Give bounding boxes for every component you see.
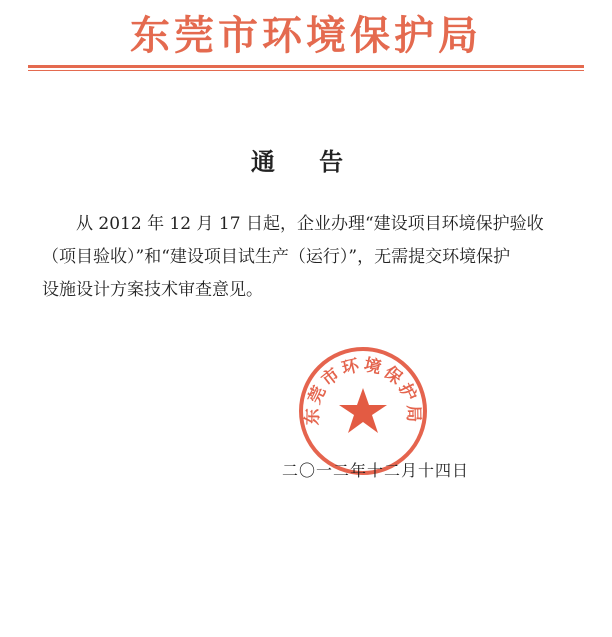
letterhead-rule-thin xyxy=(28,70,584,71)
notice-date: 二〇一二年十二月十四日 xyxy=(282,461,470,480)
notice-body-line-3: 设施设计方案技术审查意见。 xyxy=(42,280,263,300)
seal-text: 东莞市环境保护局 xyxy=(302,355,424,426)
letterhead-rule-thick xyxy=(28,65,584,68)
notice-body xyxy=(42,208,574,307)
notice-body-line-2: （项目验收）”和“建设项目试生产（运行）”，无需提交环境保护 xyxy=(42,247,511,267)
letterhead-title: 东莞市环境保护局 xyxy=(130,13,482,59)
notice-body-line-1: 从 2012 年 12 月 17 日起，企业办理“建设项目环境保护验收 xyxy=(76,214,544,234)
seal-star-icon xyxy=(339,388,387,433)
notice-title: 通 告 xyxy=(250,148,362,176)
